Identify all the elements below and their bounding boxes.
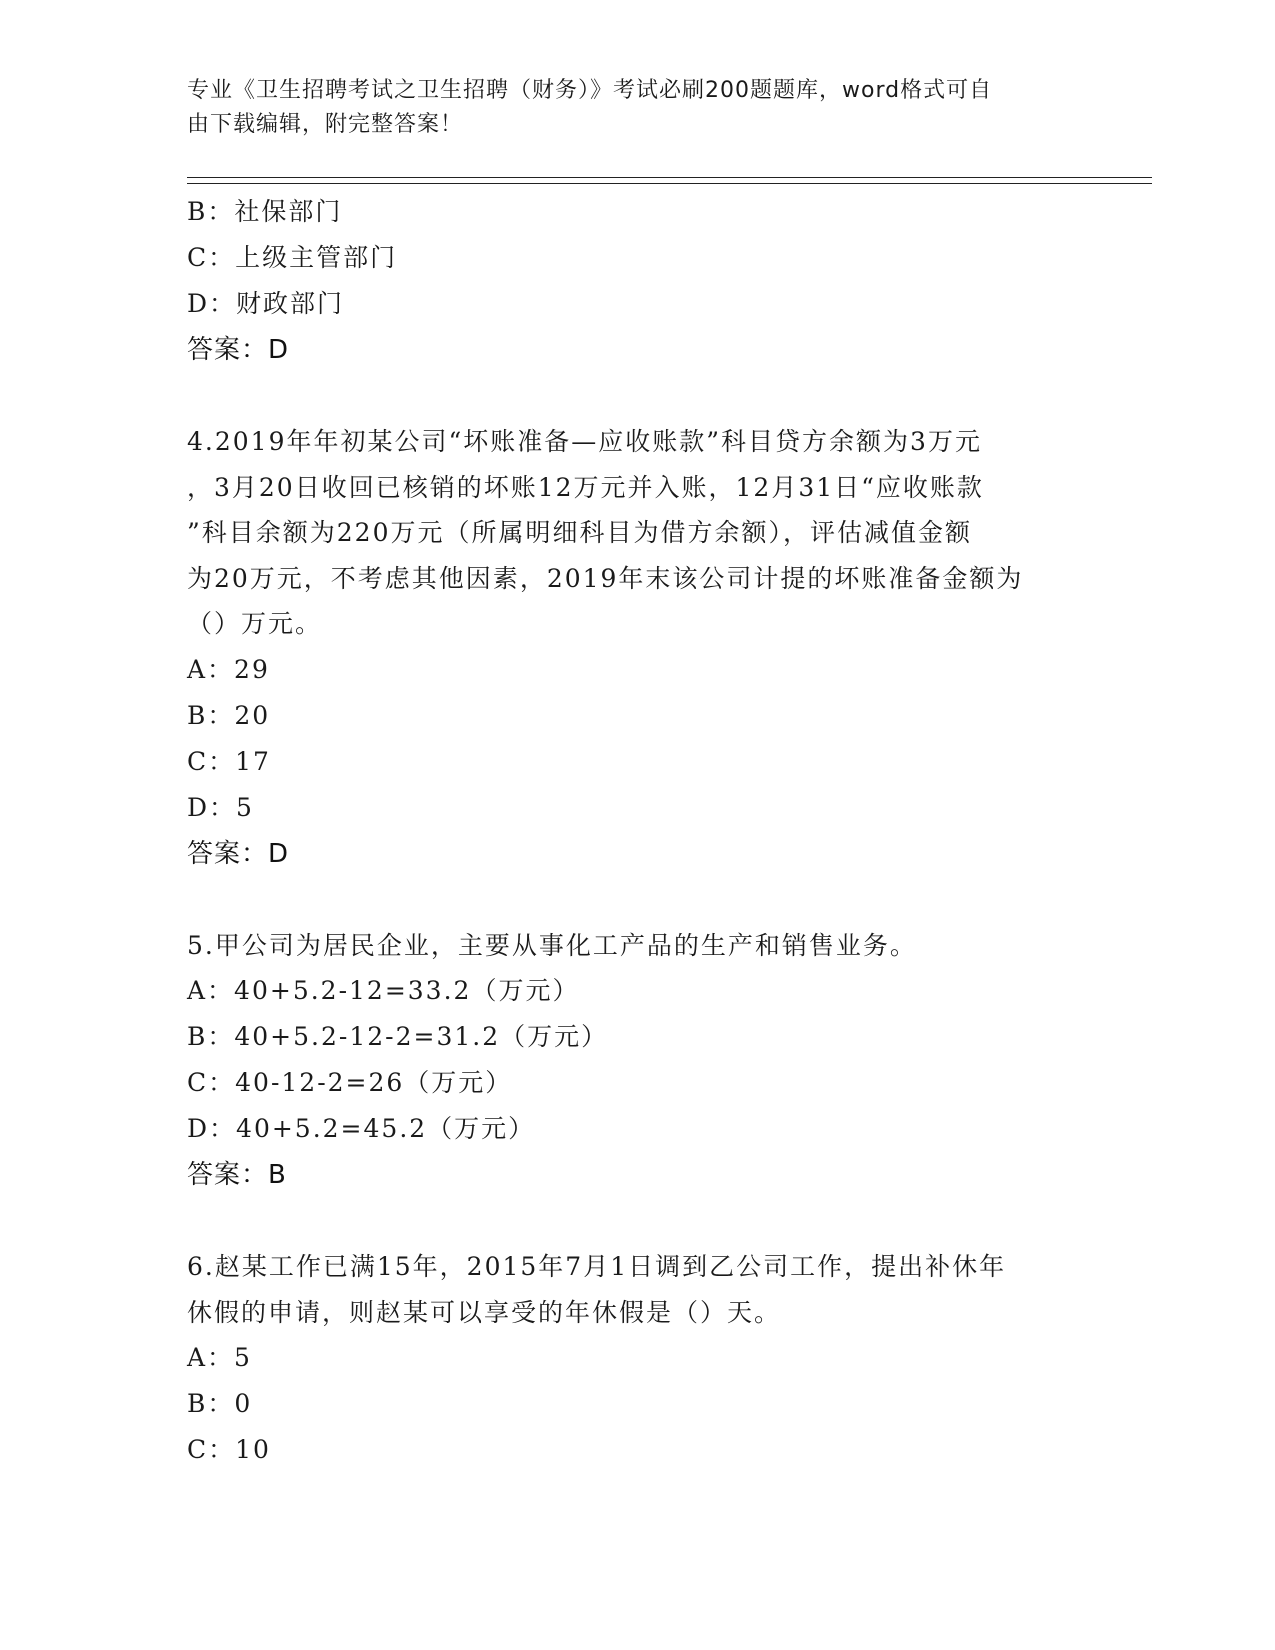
- option-c: C：10: [187, 1435, 271, 1464]
- option-d: D：40+5.2=45.2（万元）: [187, 1114, 536, 1143]
- option-a: A：5: [187, 1343, 252, 1372]
- stem-line: 休假的申请，则赵某可以享受的年休假是（）天。: [187, 1297, 782, 1327]
- stem-line: 为20万元，不考虑其他因素，2019年末该公司计提的坏账准备金额为: [187, 563, 1024, 593]
- stem-line: （）万元。: [187, 609, 323, 638]
- stem-line: ”科目余额为220万元（所属明细科目为借方余额），评估减值金额: [187, 518, 973, 547]
- option-c: C：上级主管部门: [187, 243, 398, 272]
- header-line-1: 专业《卫生招聘考试之卫生招聘（财务）》考试必刷200题题库，word格式可自: [187, 78, 993, 103]
- question-4-block: [187, 419, 1087, 877]
- question-3-block: [187, 189, 1087, 373]
- option-d: D：财政部门: [187, 289, 345, 318]
- question-content: [187, 189, 1087, 1473]
- question-5-block: [187, 923, 1087, 1199]
- spacer: [187, 1198, 1087, 1244]
- option-b: B：40+5.2-12-2=31.2（万元）: [187, 1022, 609, 1051]
- answer-line: 答案：B: [187, 1160, 287, 1190]
- spacer: [187, 877, 1087, 923]
- option-d: D：5: [187, 792, 254, 822]
- stem-line: 6.赵某工作已满15年，2015年7月1日调到乙公司工作，提出补休年: [187, 1252, 1007, 1281]
- spacer: [187, 373, 1087, 419]
- stem-line: 4.2019年年初某公司“坏账准备—应收账款”科目贷方余额为3万元: [187, 427, 982, 456]
- question-stem: [187, 419, 1087, 647]
- header-divider-top: [187, 177, 1152, 178]
- answer-line: 答案：D: [187, 335, 290, 365]
- question-stem: [187, 923, 1087, 969]
- option-c: C：40-12-2=26（万元）: [187, 1068, 513, 1097]
- stem-line: 5.甲公司为居民企业，主要从事化工产品的生产和销售业务。: [187, 930, 917, 960]
- stem-line: ，3月20日收回已核销的坏账12万元并入账，12月31日“应收账款: [187, 472, 984, 502]
- document-header: [187, 74, 1087, 142]
- header-line-2: 由下载编辑，附完整答案！: [187, 112, 464, 137]
- option-b: B：社保部门: [187, 197, 343, 226]
- answer-line: 答案：D: [187, 838, 290, 869]
- option-a: A：40+5.2-12=33.2（万元）: [187, 976, 580, 1005]
- question-6-block: [187, 1244, 1087, 1473]
- option-b: B：0: [187, 1389, 253, 1418]
- option-a: A：29: [187, 654, 270, 684]
- header-divider-bottom: [187, 183, 1152, 184]
- option-b: B：20: [187, 700, 271, 730]
- option-c: C：17: [187, 746, 271, 776]
- question-stem: [187, 1244, 1087, 1335]
